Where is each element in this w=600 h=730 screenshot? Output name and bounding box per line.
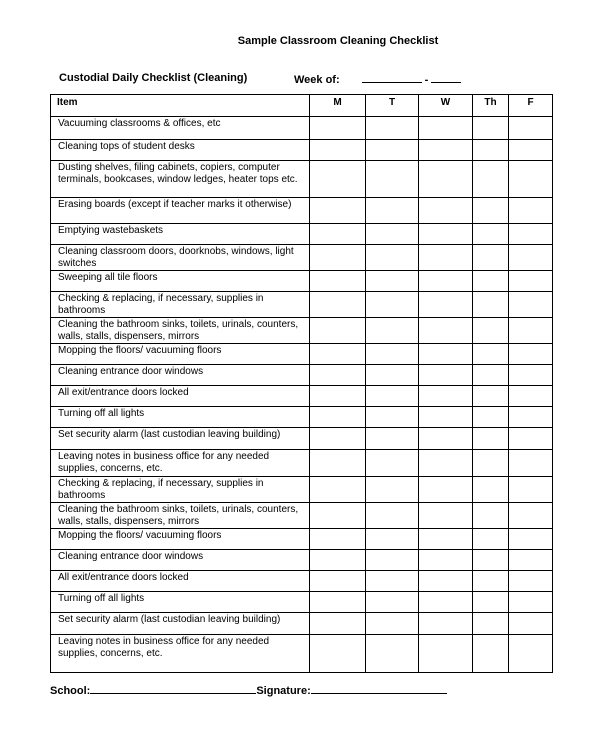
check-cell-friday[interactable] <box>509 450 553 477</box>
check-cell-tuesday[interactable] <box>366 140 419 161</box>
task-item: Turning off all lights <box>51 592 310 613</box>
check-cell-wednesday[interactable] <box>419 140 473 161</box>
table-row <box>51 450 553 477</box>
check-cell-tuesday[interactable] <box>366 592 419 613</box>
check-cell-tuesday[interactable] <box>366 635 419 673</box>
check-cell-friday[interactable] <box>509 386 553 407</box>
document-title: Sample Classroom Cleaning Checklist <box>237 35 439 47</box>
check-cell-tuesday[interactable] <box>366 292 419 318</box>
table-row <box>51 428 553 450</box>
check-cell-monday[interactable] <box>310 477 366 503</box>
table-row <box>51 292 553 318</box>
check-cell-wednesday[interactable] <box>419 318 473 344</box>
check-cell-monday[interactable] <box>310 198 366 224</box>
check-cell-tuesday[interactable] <box>366 365 419 386</box>
column-header-tuesday: T <box>366 95 419 117</box>
check-cell-tuesday[interactable] <box>366 477 419 503</box>
task-item: Cleaning entrance door windows <box>51 550 310 571</box>
check-cell-tuesday[interactable] <box>366 503 419 529</box>
check-cell-monday[interactable] <box>310 386 366 407</box>
check-cell-friday[interactable] <box>509 140 553 161</box>
check-cell-friday[interactable] <box>509 161 553 198</box>
check-cell-monday[interactable] <box>310 407 366 428</box>
week-separator: - <box>424 74 429 86</box>
check-cell-thursday[interactable] <box>473 592 509 613</box>
check-cell-tuesday[interactable] <box>366 571 419 592</box>
checklist-table <box>50 94 553 673</box>
check-cell-thursday[interactable] <box>473 365 509 386</box>
check-cell-tuesday[interactable] <box>366 224 419 245</box>
check-cell-monday[interactable] <box>310 117 366 140</box>
check-cell-friday[interactable] <box>509 318 553 344</box>
check-cell-thursday[interactable] <box>473 503 509 529</box>
check-cell-thursday[interactable] <box>473 428 509 450</box>
check-cell-monday[interactable] <box>310 592 366 613</box>
check-cell-friday[interactable] <box>509 529 553 550</box>
check-cell-tuesday[interactable] <box>366 117 419 140</box>
task-item: Cleaning entrance door windows <box>51 365 310 386</box>
task-item: Cleaning classroom doors, doorknobs, windows, light switches <box>51 245 310 271</box>
check-cell-friday[interactable] <box>509 477 553 503</box>
column-header-monday: M <box>310 95 366 117</box>
check-cell-friday[interactable] <box>509 198 553 224</box>
task-item: Mopping the floors/ vacuuming floors <box>51 529 310 550</box>
check-cell-wednesday[interactable] <box>419 477 473 503</box>
check-cell-wednesday[interactable] <box>419 344 473 365</box>
table-row <box>51 613 553 635</box>
check-cell-wednesday[interactable] <box>419 529 473 550</box>
check-cell-monday[interactable] <box>310 613 366 635</box>
table-row <box>51 318 553 344</box>
check-cell-thursday[interactable] <box>473 245 509 271</box>
check-cell-friday[interactable] <box>509 550 553 571</box>
check-cell-monday[interactable] <box>310 503 366 529</box>
check-cell-friday[interactable] <box>509 245 553 271</box>
check-cell-wednesday[interactable] <box>419 245 473 271</box>
check-cell-tuesday[interactable] <box>366 407 419 428</box>
check-cell-monday[interactable] <box>310 428 366 450</box>
check-cell-monday[interactable] <box>310 161 366 198</box>
task-item: Turning off all lights <box>51 407 310 428</box>
check-cell-thursday[interactable] <box>473 117 509 140</box>
table-row <box>51 344 553 365</box>
check-cell-thursday[interactable] <box>473 344 509 365</box>
check-cell-tuesday[interactable] <box>366 198 419 224</box>
check-cell-thursday[interactable] <box>473 477 509 503</box>
task-item: Leaving notes in business office for any needed supplies, concerns, etc. <box>51 635 310 673</box>
week-of-field <box>294 72 461 86</box>
check-cell-friday[interactable] <box>509 428 553 450</box>
week-start-blank <box>362 72 422 83</box>
check-cell-friday[interactable] <box>509 407 553 428</box>
check-cell-monday[interactable] <box>310 571 366 592</box>
table-row <box>51 477 553 503</box>
check-cell-friday[interactable] <box>509 271 553 292</box>
check-cell-friday[interactable] <box>509 571 553 592</box>
check-cell-friday[interactable] <box>509 635 553 673</box>
table-row <box>51 140 553 161</box>
school-line[interactable] <box>90 683 256 694</box>
task-item: Checking & replacing, if necessary, supplies in bathrooms <box>51 292 310 318</box>
table-row <box>51 198 553 224</box>
check-cell-thursday[interactable] <box>473 198 509 224</box>
check-cell-wednesday[interactable] <box>419 198 473 224</box>
check-cell-tuesday[interactable] <box>366 344 419 365</box>
check-cell-wednesday[interactable] <box>419 635 473 673</box>
check-cell-monday[interactable] <box>310 450 366 477</box>
check-cell-thursday[interactable] <box>473 292 509 318</box>
check-cell-thursday[interactable] <box>473 635 509 673</box>
table-row <box>51 224 553 245</box>
table-row <box>51 592 553 613</box>
check-cell-wednesday[interactable] <box>419 503 473 529</box>
check-cell-monday[interactable] <box>310 318 366 344</box>
check-cell-friday[interactable] <box>509 592 553 613</box>
check-cell-monday[interactable] <box>310 635 366 673</box>
task-item: Cleaning the bathroom sinks, toilets, urinals, counters, walls, stalls, dispensers, mirrors <box>51 318 310 344</box>
table-row <box>51 571 553 592</box>
check-cell-thursday[interactable] <box>473 571 509 592</box>
check-cell-thursday[interactable] <box>473 386 509 407</box>
check-cell-tuesday[interactable] <box>366 386 419 407</box>
check-cell-thursday[interactable] <box>473 318 509 344</box>
check-cell-tuesday[interactable] <box>366 161 419 198</box>
signature-line[interactable] <box>311 683 447 694</box>
table-row <box>51 503 553 529</box>
task-item: Emptying wastebaskets <box>51 224 310 245</box>
task-item: Erasing boards (except if teacher marks it otherwise) <box>51 198 310 224</box>
table-row <box>51 550 553 571</box>
check-cell-wednesday[interactable] <box>419 161 473 198</box>
check-cell-monday[interactable] <box>310 365 366 386</box>
task-item: Checking & replacing, if necessary, supplies in bathrooms <box>51 477 310 503</box>
column-header-friday: F <box>509 95 553 117</box>
task-item: Cleaning the bathroom sinks, toilets, urinals, counters, walls, stalls, dispensers, mirrors <box>51 503 310 529</box>
check-cell-tuesday[interactable] <box>366 428 419 450</box>
check-cell-wednesday[interactable] <box>419 428 473 450</box>
signature-label: Signature: <box>256 685 311 697</box>
task-item: Leaving notes in business office for any needed supplies, concerns, etc. <box>51 450 310 477</box>
check-cell-thursday[interactable] <box>473 529 509 550</box>
check-cell-monday[interactable] <box>310 344 366 365</box>
check-cell-wednesday[interactable] <box>419 592 473 613</box>
task-item: Mopping the floors/ vacuuming floors <box>51 344 310 365</box>
check-cell-tuesday[interactable] <box>366 271 419 292</box>
check-cell-thursday[interactable] <box>473 613 509 635</box>
check-cell-monday[interactable] <box>310 292 366 318</box>
check-cell-thursday[interactable] <box>473 140 509 161</box>
check-cell-wednesday[interactable] <box>419 613 473 635</box>
check-cell-thursday[interactable] <box>473 407 509 428</box>
check-cell-friday[interactable] <box>509 344 553 365</box>
table-row <box>51 245 553 271</box>
task-item: Set security alarm (last custodian leaving building) <box>51 613 310 635</box>
task-item: Cleaning tops of student desks <box>51 140 310 161</box>
column-header-thursday: Th <box>473 95 509 117</box>
check-cell-wednesday[interactable] <box>419 365 473 386</box>
check-cell-tuesday[interactable] <box>366 245 419 271</box>
check-cell-friday[interactable] <box>509 503 553 529</box>
check-cell-monday[interactable] <box>310 245 366 271</box>
task-item: Set security alarm (last custodian leaving building) <box>51 428 310 450</box>
check-cell-monday[interactable] <box>310 271 366 292</box>
check-cell-friday[interactable] <box>509 365 553 386</box>
header-row <box>51 95 553 117</box>
task-item: Vacuuming classrooms & offices, etc <box>51 117 310 140</box>
check-cell-tuesday[interactable] <box>366 450 419 477</box>
task-item: All exit/entrance doors locked <box>51 386 310 407</box>
task-item: Sweeping all tile floors <box>51 271 310 292</box>
check-cell-tuesday[interactable] <box>366 613 419 635</box>
table-row <box>51 117 553 140</box>
checklist-subtitle: Custodial Daily Checklist (Cleaning) <box>59 72 248 84</box>
task-item: Dusting shelves, filing cabinets, copiers, computer terminals, bookcases, window ledges, heater tops etc. <box>51 161 310 198</box>
check-cell-wednesday[interactable] <box>419 224 473 245</box>
check-cell-wednesday[interactable] <box>419 271 473 292</box>
task-item: All exit/entrance doors locked <box>51 571 310 592</box>
check-cell-thursday[interactable] <box>473 224 509 245</box>
check-cell-wednesday[interactable] <box>419 571 473 592</box>
check-cell-wednesday[interactable] <box>419 450 473 477</box>
check-cell-monday[interactable] <box>310 550 366 571</box>
check-cell-thursday[interactable] <box>473 550 509 571</box>
week-of-label: Week of: <box>294 74 340 86</box>
check-cell-thursday[interactable] <box>473 161 509 198</box>
check-cell-friday[interactable] <box>509 117 553 140</box>
check-cell-wednesday[interactable] <box>419 386 473 407</box>
check-cell-thursday[interactable] <box>473 450 509 477</box>
check-cell-wednesday[interactable] <box>419 550 473 571</box>
table-row <box>51 386 553 407</box>
check-cell-friday[interactable] <box>509 613 553 635</box>
check-cell-monday[interactable] <box>310 140 366 161</box>
check-cell-friday[interactable] <box>509 224 553 245</box>
signature-footer <box>50 683 447 697</box>
check-cell-wednesday[interactable] <box>419 117 473 140</box>
table-row <box>51 407 553 428</box>
table-row <box>51 365 553 386</box>
column-header-wednesday: W <box>419 95 473 117</box>
table-row <box>51 271 553 292</box>
check-cell-tuesday[interactable] <box>366 529 419 550</box>
check-cell-thursday[interactable] <box>473 271 509 292</box>
check-cell-tuesday[interactable] <box>366 318 419 344</box>
check-cell-friday[interactable] <box>509 292 553 318</box>
check-cell-monday[interactable] <box>310 224 366 245</box>
table-row <box>51 161 553 198</box>
check-cell-monday[interactable] <box>310 529 366 550</box>
table-row <box>51 635 553 673</box>
column-header-item: Item <box>51 95 310 117</box>
week-end-blank <box>431 72 461 83</box>
check-cell-wednesday[interactable] <box>419 407 473 428</box>
check-cell-tuesday[interactable] <box>366 550 419 571</box>
check-cell-wednesday[interactable] <box>419 292 473 318</box>
table-row <box>51 529 553 550</box>
school-label: School: <box>50 685 91 697</box>
